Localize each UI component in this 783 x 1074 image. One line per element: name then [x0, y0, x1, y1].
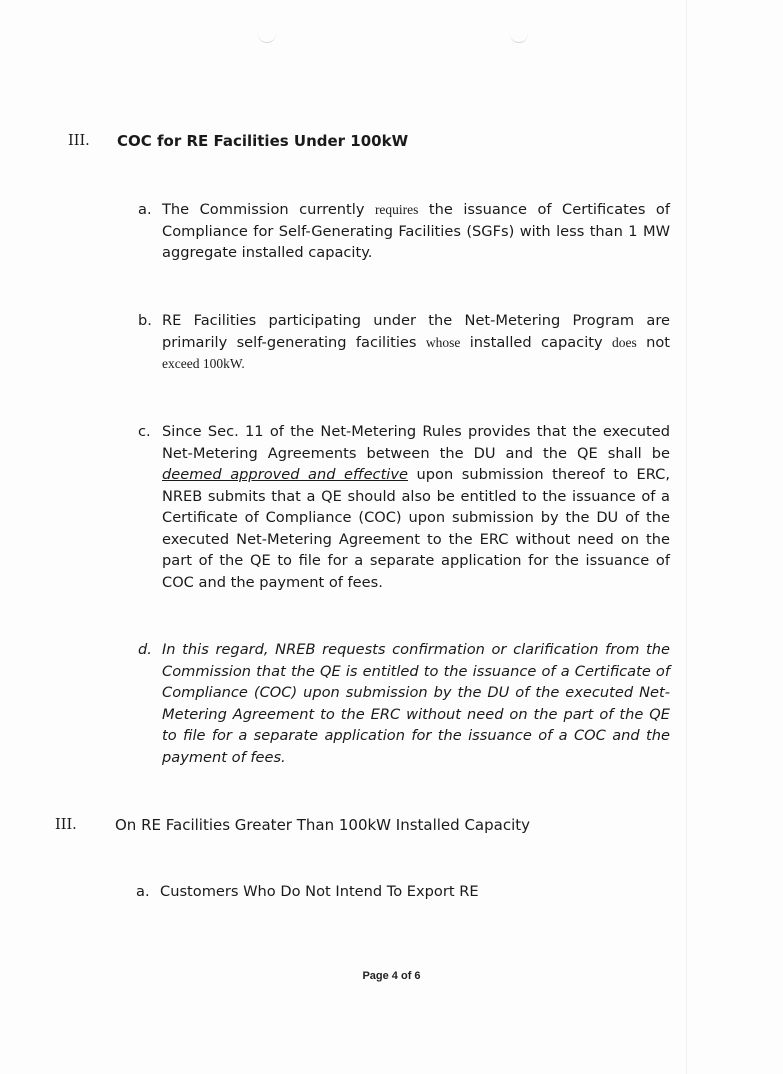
list-marker: d. — [138, 641, 152, 658]
list-item-customers — [136, 881, 668, 903]
list-item-c — [138, 421, 670, 593]
list-item-text: RE Facilities participating under the Net-Metering Program are primarily self-generating facilities whose installed capacity does not exceed 100kW. — [162, 312, 670, 371]
page-number: Page 4 of 6 — [362, 970, 421, 982]
list-item-d — [138, 639, 670, 768]
scan-artifact — [258, 34, 276, 43]
list-item-text: Since Sec. 11 of the Net-Metering Rules provides that the executed Net-Metering Agreements between the DU and the QE shall be deemed approved and effective upon submission thereof to ERC, NREB submits that a QE should also be entitled to the issuance of a Certificate of Compliance (COC) upon submission by the DU of the executed Net-Metering Agreement to the ERC without need on the part of the QE to file for a separate application for the issuance of COC and the payment of fees. — [162, 423, 671, 591]
list-item-a — [138, 199, 670, 264]
scan-artifact — [510, 34, 528, 43]
list-marker: c. — [138, 423, 151, 440]
list-marker: a. — [138, 201, 152, 218]
list-item-text: Customers Who Do Not Intend To Export RE — [160, 883, 479, 900]
section-number: III. — [55, 817, 77, 833]
scan-edge — [686, 0, 687, 1074]
list-item-text: The Commission currently requires the issuance of Certificates of Compliance for Self-Generating Facilities (SGFs) with less than 1 MW aggregate installed capacity. — [162, 201, 670, 261]
section-title: COC for RE Facilities Under 100kW — [117, 132, 409, 150]
section-title: On RE Facilities Greater Than 100kW Installed Capacity — [115, 816, 531, 834]
section-number: III. — [68, 133, 90, 149]
list-item-text: In this regard, NREB requests confirmation or clarification from the Commission that the QE is entitled to the issuance of a Certificate of Compliance (COC) upon submission by the DU of the executed Net-Metering Agreement to the ERC without need on the part of the QE to file for a separate application for the issuance of a COC and the payment of fees. — [162, 641, 670, 766]
list-item-b — [138, 310, 670, 375]
list-marker: b. — [138, 312, 152, 329]
emphasis-text: deemed approved and effective — [162, 466, 408, 483]
list-marker: a. — [136, 883, 150, 900]
